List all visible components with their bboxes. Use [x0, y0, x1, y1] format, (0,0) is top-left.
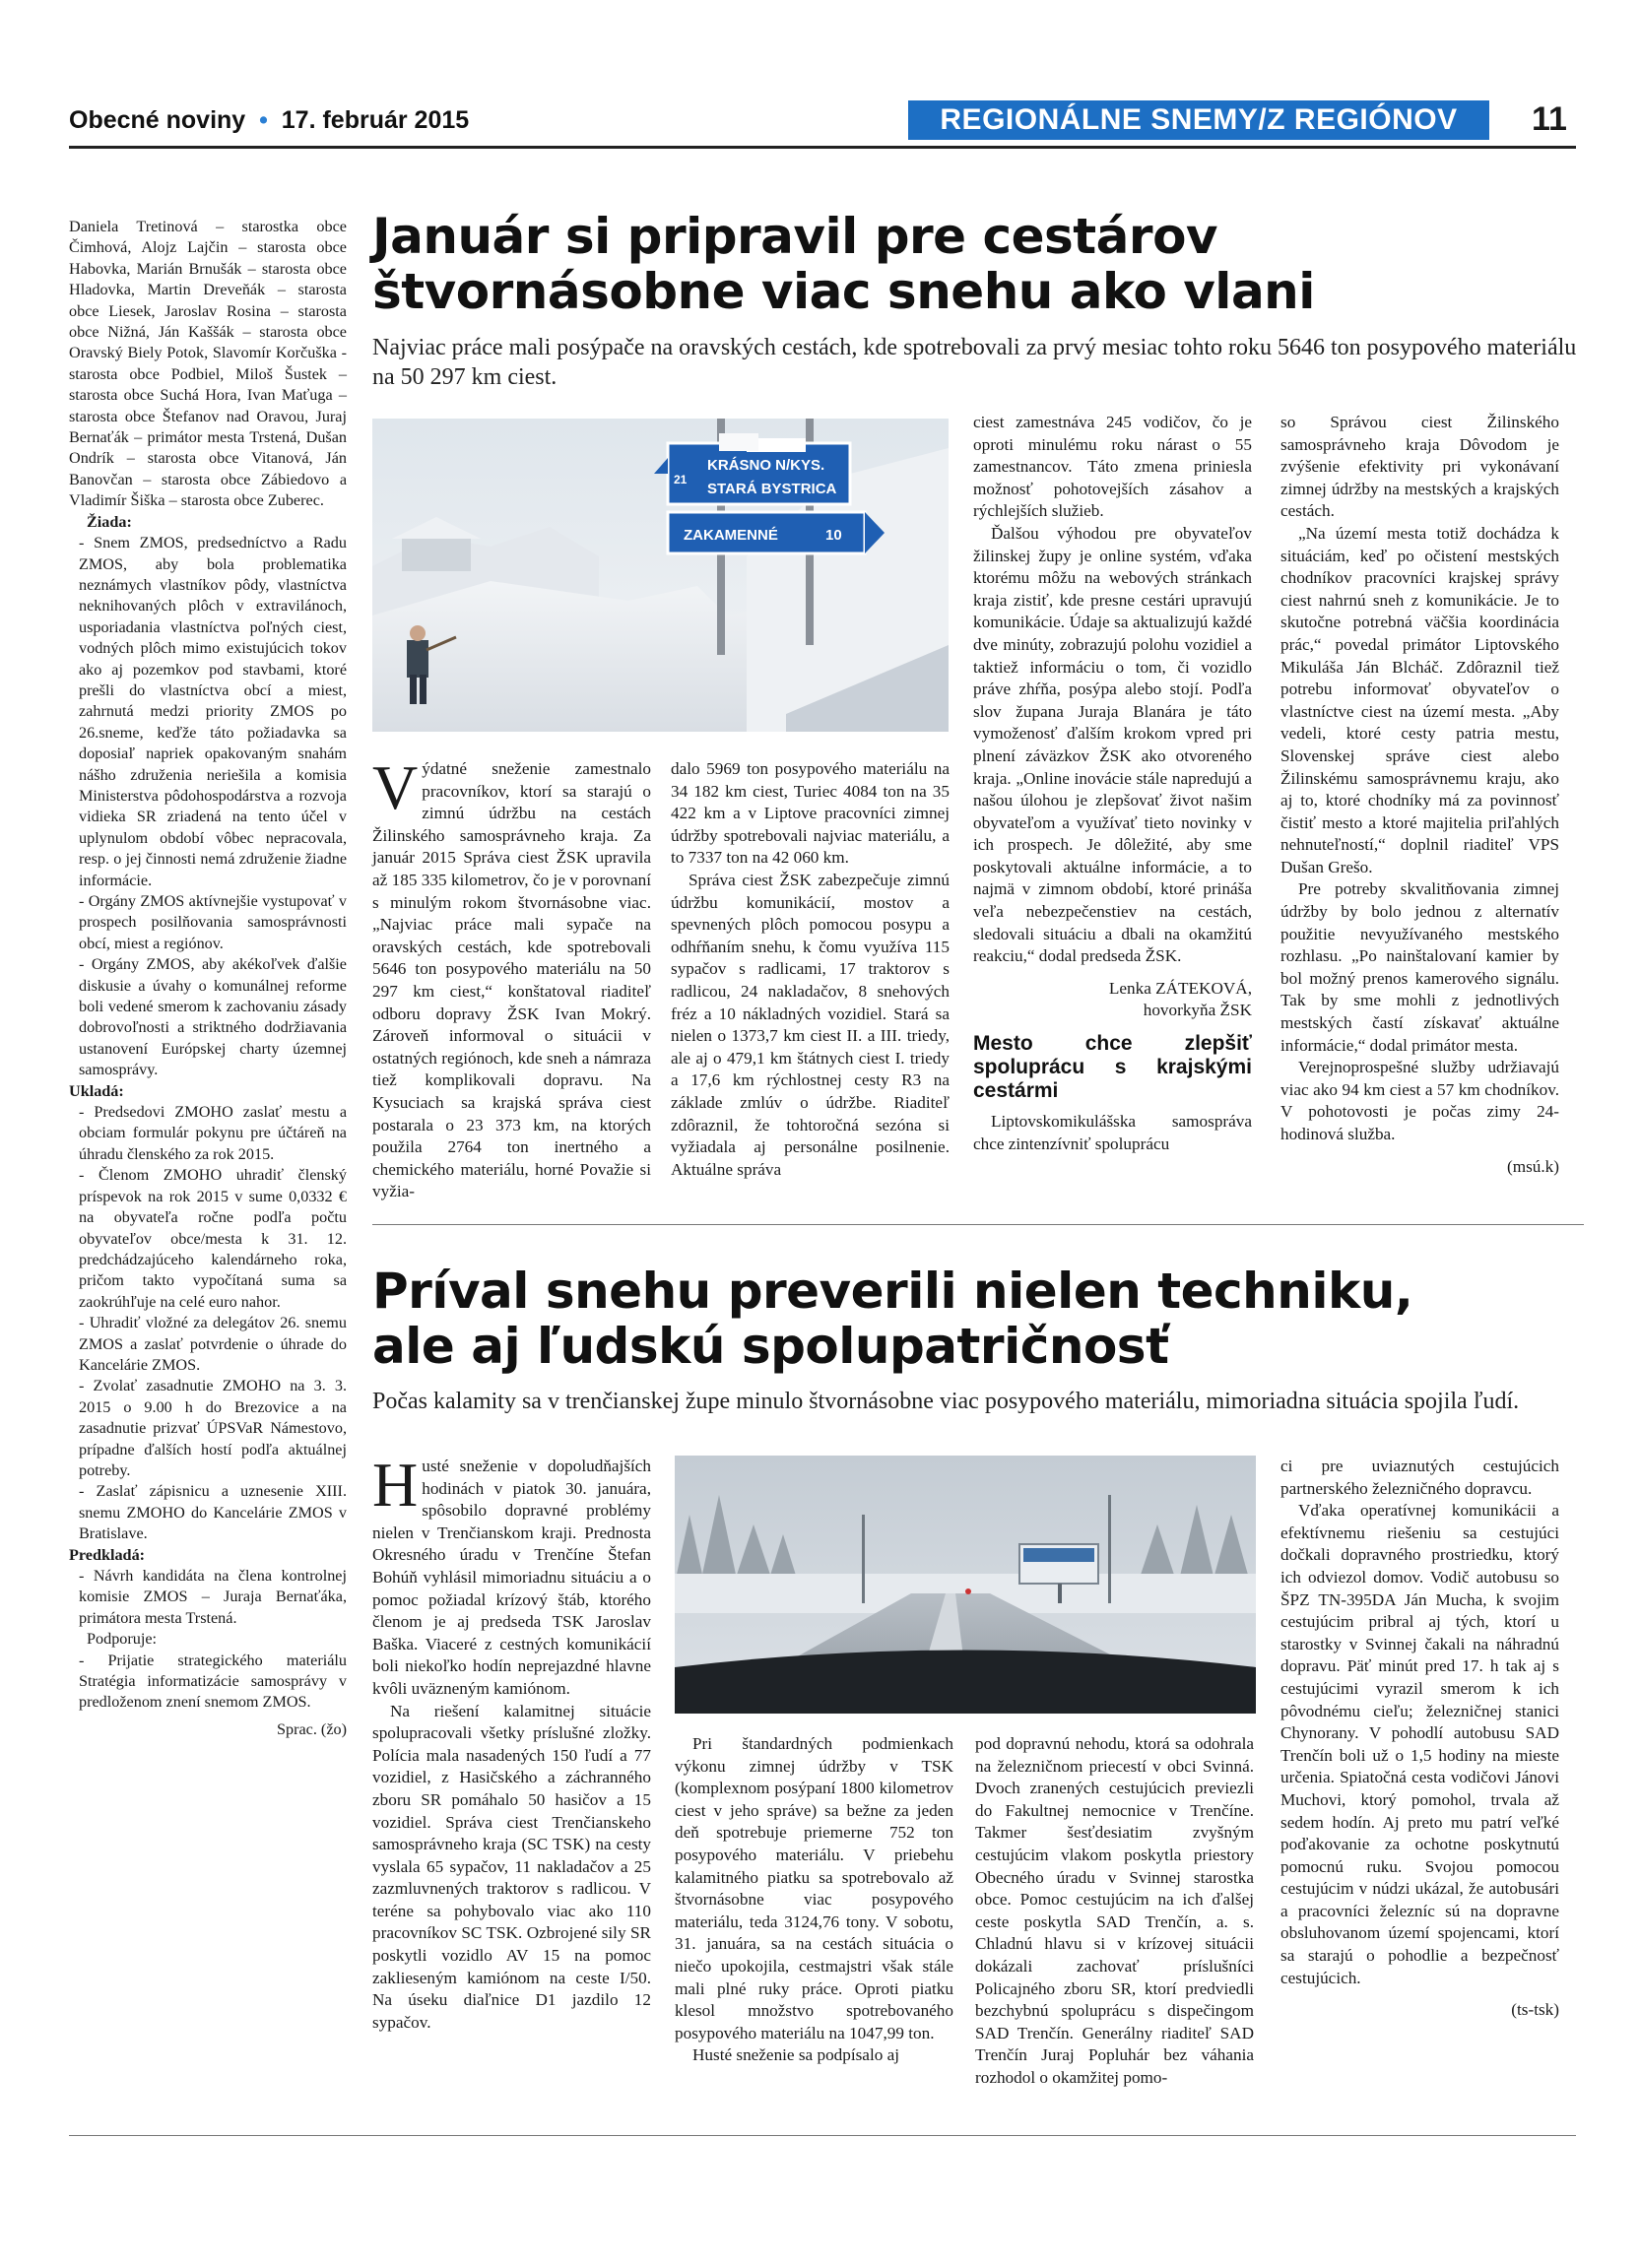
article1-col1	[372, 752, 651, 1203]
article2-col4	[1280, 1456, 1559, 2022]
article2-photo	[675, 1456, 1256, 1714]
article2-col2	[675, 1733, 953, 2067]
article1-col2-p1: dalo 5969 ton posypového materiálu na 34 182 km ciest, Turiec 4084 ton na 35 422 km a v Liptove pracovníci zimnej údržby spotrebovali najviac materiálu, a to 7337 ton na 42 060 km.	[671, 759, 950, 868]
article1-deck: Najviac práce mali posýpače na oravských cestách, kde spotrebovali za prvý mesiac tohto roku 5646 ton posypového materiálu na 50 297 km ciest.	[372, 335, 1577, 390]
podporuje-label: Podporuje:	[87, 1630, 158, 1649]
uklada-label: Ukladá:	[69, 1081, 124, 1100]
ziada-item: - Snem ZMOS, predsedníctvo a Radu ZMOS, aby bola problematika neznámych vlastníkov pôdy, vlastníctva neknihovaných plôch v extravilánoch, usporiadania vlastníctva poľných ciest, vodných plôch mimo existujúcich tokov ako aj pozemkov pod stavbami, ktoré prešli do vlastníctva obcí a miest, zahrnutá medzi priority ZMOS po 26.snemе, keďže táto požiadavka sa doposiaľ napriek opakovaným snahám nášho združenia neriešila a komisia Ministerstva pôdohospodárstva a rozvoja vidieka SR zriadená na tento účel v uplynulom období vôbec nepracovala, resp. o jej činnosti nemá združenie žiadne informácie.	[79, 534, 347, 889]
left-intro: Daniela Tretinová – starostka obce Čimhová, Alojz Lajčin – starosta obce Habovka, Marián Brnušák – starosta obce Hladovka, Martin Dreveňák – starosta obce Liesek, Jaroslav Rosina – starosta obce Nižná, Ján Kaššák – starosta obce Oravský Biely Potok, Slavomír Korčuška - starosta obce Podbiel, Miloš Šustek – starosta obce Suchá Hora, Ivan Maťuga – starosta obce Štefanov nad Oravou, Juraj Bernaťák – primátor mesta Trstená, Dušan Ondrík – starosta obce Vitanová, Ján Banovčan – starosta obce Zábiedovo a Vladimír Šiška – starosta obce Zuberec.	[69, 218, 347, 510]
page-bottom-rule	[69, 2135, 1576, 2136]
article1-col2-p2: Správa ciest ŽSK zabezpečuje zimnú údržbu komunikácií, mostov a spevnených plôch pomocou posypu a odhŕňaním snehu, k čomu využíva 115 sypačov s radlicami, 17 traktorov s radlicou, 24 nakladačov, 8 snehových fréz a 10 nákladných vozidiel. Stará sa nielen o 1373,7 km ciest II. a III. triedy, ale aj o 479,1 km štátnych ciest I. triedy a 17,6 km rýchlostnej cesty R3 na základe zmlúv o údržbe. Riaditeľ zdôraznil, že tohtoročná sezóna si vyžiadala aj personálne posilnenie. Aktuálne správa	[671, 870, 950, 1179]
ziada-item: - Orgány ZMOS aktívnejšie vystupovať v prospech posilňovania samosprávnosti obcí, miest a regiónov.	[79, 892, 347, 952]
article2-col3-p1: pod dopravnú nehodu, ktorá sa odohrala na železničnom priecestí v obci Svinná. Dvoch zranených cestujúcich previezli do Fakultnej nemocnice v Trenčíne. Takmer šesťdesiatim zvyšným cestujúcim vlakom poskytla priestory Obecného úradu v Svinnej starostka obce. Pomoc cestujúcim na ich ďalšej ceste poskytla SAD Trenčín, a. s. Chladnú hlavu si v krízovej situácii dokázali zachovať príslušníci Policajného zboru SR, ktorí predviedli bezchybnú spoluprácu s dispečingom SAD Trenčín. Generálny riaditeľ SAD Trenčín Juraj Popluhár bez váhania rozhodol o okamžitej pomo-	[975, 1734, 1254, 2087]
article2-dropcap: H	[372, 1450, 419, 1520]
article1-signature: (msú.k)	[1507, 1156, 1559, 1176]
issue-date: 17. február 2015	[281, 106, 470, 134]
article2-col1-p2: Na riešení kalamitnej situácie spolupracovali všetky príslušné zložky. Polícia mala nasadených 150 ľudí a 77 vozidiel, z Hasičského a záchranného zboru SR pomáhalo 50 hasičov a 15 vozidiel. Správa ciest Trenčianskeho samosprávneho kraja (SC TSK) na cesty vyslala 65 sypačov, 11 nakladačov a 25 zazmluvnených traktorov s radlicou. V teréne sa pohybovalo viac ako 110 pracovníkov SC TSK. Ozbrojené sily SR poskytli vozidlo AV 15 na pomoc zaklieseným kamiónom na ceste I/50. Na úseku diaľnice D1 jazdilo 12 sypačov.	[372, 1701, 651, 2032]
article1-col2	[671, 758, 950, 1181]
predklada-label: Predkladá:	[69, 1545, 146, 1564]
article1-col4-p2: „Na území mesta totiž dochádza k situáciám, keď po očistení mestských chodníkov pracovníci krajskej správy ciest nahrnú sneh z komunikácie. Je to skutočne potrebná väčšia koordinácia prác,“ povedal primátor Liptovského Mikuláša Ján Blcháč. Zdôraznil tiež potrebu informovať obyvateľov o vlastníctve ciest na území mesta. „Aby vedeli, ktoré cesty patria mestu, Slovenskej správe ciest alebo Žilinskému samosprávnemu kraju, ako aj to, ktoré chodníky má za povinnosť čistiť mesto a ktoré majitelia priľahlých nehnuteľností,“ doplnil riaditeľ VPS Dušan Grešo.	[1280, 523, 1559, 876]
article1-col3-p3: Liptovskomikulášska samospráva chce zintenzívniť spoluprácu	[973, 1112, 1252, 1153]
article1-dropcap: V	[372, 752, 419, 822]
left-column	[69, 217, 347, 1740]
sign-road-number: 21	[674, 473, 688, 486]
article1-col4-p3: Pre potreby skvalitňovania zimnej údržby by bolo jednou z alternatív použitie nevyužívaného mestského rozhlasu. „Po nainštalovaní kamier by bol možný prenos kamerového signálu. Tak by sme mohli z jednotlivých mestských častí získavať aktuálne informácie,“ dodal primátor mesta.	[1280, 879, 1559, 1055]
article1-headline-line2: štvornásobne viac snehu ako vlani	[372, 263, 1315, 320]
page-number: 11	[1532, 100, 1567, 138]
article2-col2-p2: Husté sneženie sa podpísalo aj	[692, 2045, 900, 2065]
article2-col4-p2: Vďaka operatívnej komunikácii a efektívnemu riešeniu sa cestujúci dočkali dopravného prostriedku, ktorý ich odviezol domov. Vodič autobusu so ŠPZ TN-395DA Ján Mucha, k svojim cestujúcim pribral aj tých, ktorí u starostky v Svinnej čakali na náhradnú dopravu. Päť minút pred 17. h tak aj s cestujúcimi vyrazil smerom k ich pôvodnému cieľu; železničnej stanici Chynorany. V pohodlí autobusu SAD Trenčín boli už o 1,5 hodiny na mieste určenia. Spiatočná cesta vodičovi Jánovi Muchovi, ktorý pomohol, trvala až sedem hodín. Aj preto mu patrí veľké poďakovanie za ochotne poskytnutú pomocnú ruku. Svojou pomocou cestujúcim v núdzi ukázal, že autobusári a pracovníci železníc sú na dopravne obsluhovanom území spojencami, ktorí sa starajú o pohodlie a bezpečnosť cestujúcich.	[1280, 1501, 1559, 1987]
article2-headline-line1: Príval snehu preverili nielen techniku,	[372, 1263, 1413, 1320]
paper-name: Obecné noviny	[69, 106, 246, 134]
article1-col4	[1280, 412, 1559, 1178]
article2-col2-p1: Pri štandardných podmienkach výkonu zimnej údržby v TSK (komplexnom posýpaní 1800 kilometrov ciest v jeho správe) sa bežne za jeden deň spotrebuje priemerne 752 ton posypového materiálu. V priebehu kalamitného piatku sa spotrebovalo až štvornásobne viac posypového materiálu, teda 3124,76 tony. V sobotu, 31. januára, sa na cestách situácia o niečo upokojila, cestmajstri však stále mali plné ruky práce. Oproti piatku klesol množstvo spotrebovaného posypového materiálu na 1047,99 ton.	[675, 1734, 953, 2042]
article2-deck: Počas kalamity sa v trenčianskej župe minulo štvornásobne viac posypového materiálu, mimoriadna situácia spojila ľudí.	[372, 1389, 1520, 1414]
separator-dot: •	[252, 106, 275, 134]
article1-col3-p2: Ďalšou výhodou pre obyvateľov žilinskej župy je online systém, vďaka ktorému môžu na webových stránkach kraja zistiť, kde presne cestári upravujú komunikácie. Údaje sa aktualizujú každé dve minúty, zobrazujú polohu vozidiel a taktiež informáciu o tom, či vozidlo práve zhŕňa, posýpa alebo stojí. Podľa slov županа Juraja Blanára je táto vymoženosť ďalším krokom vpred pri plnení záväzkov ŽSK ako otvoreného kraja. „Online inovácie stále napredujú a našou úlohou je zlepšovať život našim obyvateľom a využívať tieto novinky v ich prospech. Je dôležité, aby sme poskytovali aktuálne informácie, a to najmä v zimnom období, ktoré prináša veľa nebezpečenstiev na cestách, sledovali situáciu a dbali na okamžitú reakciu,“ dodal predseda ŽSK.	[973, 523, 1252, 966]
article1-col3	[973, 412, 1252, 1155]
article1-headline-line1: Január si pripravil pre cestárov	[372, 208, 1218, 265]
uklada-item: - Zvolať zasadnutie ZMOHO na 3. 3. 2015 o 9.00 h do Brezovice a na zasadnutie prizvať ÚPSVaR Námestovo, prípadne ďalších hostí podľa aktuálnej potreby.	[79, 1377, 347, 1479]
uklada-item: - Členom ZMOHO uhradiť členský príspevok na rok 2015 v sume 0,0332 € na obyvateľa ročne podľa počtu obyvateľov obce/mesta k 31. 12. predchádzajúceho kalendárneho roka, pričom takto vypočítaná suma sa zaokrúhľuje na celé euro nahor.	[79, 1166, 347, 1311]
ziada-label: Žiada:	[87, 512, 132, 531]
article2-col4-p1: ci pre uviaznutých cestujúcich partnerského železničného dopravcu.	[1280, 1457, 1559, 1498]
article1-subhead: Mesto chce zlepšiť spoluprácu s krajskými cestármi	[973, 1032, 1252, 1103]
article1-col4-p1: so Správou ciest Žilinského samosprávneho kraja Dôvodom je zvýšenie efektivity pri vykonávaní zimnej údržby na mestských a krajských cestách.	[1280, 413, 1559, 521]
article1-headline	[372, 209, 1584, 319]
article1-author: Lenka ZÁTEKOVÁ,	[1108, 978, 1252, 998]
sign-distance: 10	[825, 527, 842, 544]
article1-col1-text: ýdatné sneženie zamestnalo pracovníkov, ktorí sa starajú o zimnú údržbu na cestách Žilinského samosprávneho kraja. Za január 2015 Správa ciest ŽSK upravila až 185 335 kilometrov, čo je v porovnaní s minulým rokom štvornásobne viac. „Najviac práce mali sypače na oravských cestách, kde spotrebovali 5646 ton posypového materiálu na 50 297 km ciest,“ konštatoval riaditeľ odboru dopravy ŽSK Ivan Mokrý. Zároveň informoval o situácii v ostatných regiónoch, kde sneh a námraza tiež komplikovali dopravu. Na Kysuciach sa krajská správa ciest postarala o 23 373 km, na ktorých použila 2764 ton inertného a chemického materiálu, horné Považie si vyžia-	[372, 759, 651, 1201]
snowy-road-windshield-image	[675, 1456, 1256, 1714]
sign-text-zakamenne: ZAKAMENNÉ	[684, 527, 778, 544]
header-rule	[69, 146, 1576, 149]
snow-road-sign-image	[372, 419, 949, 732]
masthead	[69, 106, 469, 135]
predklada-item: - Návrh kandidáta na člena kontrolnej komisie ZMOS – Juraja Bernaťáka, primátora mesta Trstená.	[79, 1567, 347, 1627]
uklada-item: - Zaslať zápisnicu a uznesenie XIII. snemu ZMOHO do Kancelárie ZMOS v Bratislave.	[79, 1482, 347, 1543]
article2-col1	[372, 1450, 651, 2034]
article1-col4-p4: Verejnoprospešné služby udržiavajú viac ako 94 km ciest a 57 km chodníkov. V pohotovosti je počas zimy 24-hodinová služba.	[1280, 1058, 1559, 1143]
article-divider	[372, 1224, 1584, 1225]
article2-col1-p1: usté sneženie v dopoludňajších hodinách v piatok 30. januára, spôsobilo dopravné problémy nielen v Trenčianskom kraji. Prednosta Okresného úradu v Trenčíne Štefan Bohúň vyhlásil mimoriadnu situáciu a o pomoc požiadal krízový štáb, ktorého členom je aj predseda TSK Jaroslav Baška. Viaceré z cestných komunikácií boli niekoľko hodín neprejazdné hlavne kvôli uväzneným kamiónom.	[372, 1457, 651, 1698]
left-signature: Sprac. (žo)	[276, 1719, 347, 1738]
article1-author-role: hovorkyňa ŽSK	[1143, 1001, 1252, 1020]
sign-text-krasno: KRÁSNO N/KYS.	[707, 457, 825, 474]
article1-photo	[372, 419, 949, 732]
uklada-item: - Predsedovi ZMOHO zaslať mestu a obciam formulár pokynu pre účtáreň na úhradu členského za rok 2015.	[79, 1103, 347, 1163]
uklada-item: - Uhradiť vložné za delegátov 26. snemu ZMOS a zaslať potvrdenie o úhrade do Kancelárie ZMOS.	[79, 1314, 347, 1374]
article2-signature: (ts-tsk)	[1511, 2000, 1559, 2020]
article1-col3-p1: ciest zamestnáva 245 vodičov, čo je oproti minulému roku nárast o 55 zamestnancov. Táto zmena priniesla možnosť pohotovejších zásahov a rýchlejších služieb.	[973, 413, 1252, 521]
article2-headline	[372, 1264, 1584, 1374]
podporuje-item: - Prijatie strategického materiálu Stratégia informatizácie samosprávy v predloženom znení snemom ZMOS.	[79, 1651, 347, 1712]
sign-text-stara-bystrica: STARÁ BYSTRICA	[707, 481, 837, 497]
article2-col3	[975, 1733, 1254, 2090]
section-band: REGIONÁLNE SNEMY/Z REGIÓNOV	[908, 100, 1489, 140]
ziada-item: - Orgány ZMOS, aby akékoľvek ďalšie diskusie a úvahy o komunálnej reforme boli vedené smerom k zachovaniu zásady dobrovoľnosti a striktného dodržiavania ustanovení Európskej charty územnej samosprávy.	[79, 955, 347, 1079]
article2-headline-line2: ale aj ľudskú spolupatričnosť	[372, 1318, 1169, 1375]
